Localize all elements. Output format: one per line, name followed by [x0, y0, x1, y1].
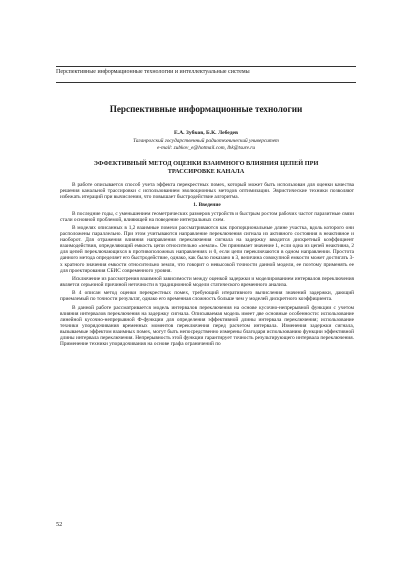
author-emails: e-mail: zubkov_e@hotmail.com, lbk@tsure.ru: [157, 145, 255, 151]
page-number: 52: [56, 521, 63, 528]
paper-title-line-1: ЭФФЕКТИВНЫЙ МЕТОД ОЦЕНКИ ВЗАИМНОГО ВЛИЯНИЯ ЦЕПЕЙ ПРИ: [93, 160, 319, 167]
body-paragraph: В моделях описанных в 1,2 взаимные помехи рассматриваются как пропорциональные длине участка, вдоль которого они расположены параллельно. При этом учитываются направление переключения сигнала из активного состояния в неактивное и наоборот. Для отражения влияния направления переключения сигнала на задержку вводится дискретный коэффициент взаимодействия, определяющий емкость цепи относительно «земли». Он принимает значение 1, если одна из цепей неактивна, 2 для цепей переключающихся в противоположных направлениях и 0, если цепи переключаются в одном направлении. Простота данного метода определяет его быстродействие, однако, как было показано в 3, величина совокупной емкости может достигать 3-х кратного значения емкости относительно земли, что говорит о невысокой точности данной модели, ее поэтому применять ее для проектирования СБИС современного уровня.: [60, 224, 354, 274]
body-paragraph: В данной работе рассматривается модель интервалов переключения на основе кусочно-непрерывной функции с учетом влияния интервалов переключения на задержку сигнала. Описываемая модель имеет две основные особенности: использование линейной кусочно-непрерывной Ф-функции для определения эффективной длины интервала переключения; использование техники упорядочивания временных моментов переключения перед расчетом интервала. Изменения задержки сигнала, вызываемые эффектом взаимных помех, могут быть непосредственно измерены благодаря использованию функции эффективной длины интервала переключения. Непрерывность этой функции гарантирует точность результирующего интервала переключения. Применение техники упорядочивания на основе графа ограничений по: [60, 304, 354, 348]
running-header: Перспективные информационные технологии и интеллектуальные системы: [56, 69, 250, 75]
body-paragraph: В 4 описан метод оценки перекрестных помех, требующий итеративного вычисления значений задержки, дающий приемлемый по точности результат, однако его временная сложность больше чем у моделей дискретного коэффициента.: [60, 290, 354, 303]
affiliation: Таганрогский государственный радиотехнический университет: [133, 138, 279, 144]
abstract-paragraph: В работе описывается способ учета эффекта перекрестных помех, который может быть использован для оценки качества решения канальной трассировки с использованием эволюционных методов оптимизации. Эвристические техники позволяют избежать итераций при вычислении, что повышает быстродействие алгоритма.: [60, 182, 354, 201]
section-title: Перспективные информационные технологии: [109, 104, 303, 114]
body-paragraph: Исключение из рассмотрения взаимной зависимости между оценкой задержки и моделированием интервалов переключения является серьезной причиной неточности в традиционной модели статического временного анализа.: [60, 275, 354, 288]
paper-title-line-2: ТРАССИРОВКЕ КАНАЛА: [167, 168, 245, 175]
paper-body: [60, 182, 354, 349]
header-top-rule: [56, 66, 356, 67]
paper-title: [56, 160, 356, 176]
section-heading-introduction: 1. Введение: [193, 202, 221, 209]
authors: Е.А. Зубков, Б.К. Лебедев: [173, 130, 239, 136]
body-paragraph: В последние годы, с уменьшением геометрических размеров устройств и быстрым ростом рабочих частот паразитные связи стали основной проблемой, влияющей на поведение интегральных схем.: [60, 210, 354, 223]
header-bottom-rule: [56, 82, 356, 83]
